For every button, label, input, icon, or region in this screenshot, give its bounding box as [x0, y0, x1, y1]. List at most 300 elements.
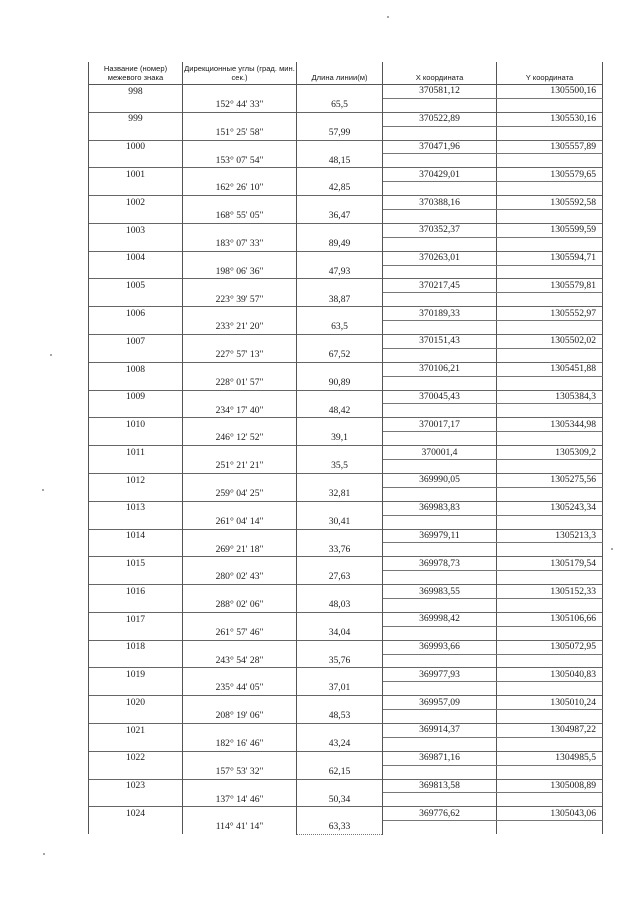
empty-cell — [383, 460, 497, 474]
empty-cell — [383, 710, 497, 724]
x-coordinate: 369983,83 — [383, 501, 497, 515]
empty-cell — [297, 168, 383, 182]
point-row — [89, 696, 603, 710]
line-length: 27,63 — [297, 571, 383, 585]
empty-cell — [89, 487, 183, 501]
direction-angle: 162° 26' 10" — [183, 182, 297, 196]
empty-cell — [383, 348, 497, 362]
direction-angle: 261° 04' 14" — [183, 515, 297, 529]
y-coordinate: 1305552,97 — [497, 307, 603, 321]
point-row — [89, 196, 603, 210]
empty-cell — [89, 376, 183, 390]
direction-angle: 243° 54' 28" — [183, 654, 297, 668]
empty-cell — [297, 779, 383, 793]
segment-row — [89, 98, 603, 112]
empty-cell — [183, 168, 297, 182]
line-length: 38,87 — [297, 293, 383, 307]
empty-cell — [183, 557, 297, 571]
empty-cell — [89, 571, 183, 585]
header-x-coordinate: X координата — [383, 62, 497, 85]
x-coordinate: 370189,33 — [383, 307, 497, 321]
x-coordinate: 369776,62 — [383, 807, 497, 821]
empty-cell — [383, 376, 497, 390]
direction-angle: 228° 01' 57" — [183, 376, 297, 390]
point-row — [89, 446, 603, 460]
line-length: 37,01 — [297, 682, 383, 696]
segment-row — [89, 182, 603, 196]
direction-angle: 153° 07' 54" — [183, 154, 297, 168]
empty-cell — [297, 140, 383, 154]
point-name: 1004 — [89, 251, 183, 265]
x-coordinate: 369914,37 — [383, 723, 497, 737]
empty-cell — [297, 446, 383, 460]
line-length: 63,33 — [297, 821, 383, 834]
direction-angle: 246° 12' 52" — [183, 432, 297, 446]
empty-cell — [89, 321, 183, 335]
empty-cell — [89, 737, 183, 751]
empty-cell — [297, 85, 383, 99]
empty-cell — [297, 612, 383, 626]
point-name: 1003 — [89, 223, 183, 237]
segment-row — [89, 265, 603, 279]
y-coordinate: 1304987,22 — [497, 723, 603, 737]
point-name: 1005 — [89, 279, 183, 293]
segment-row — [89, 710, 603, 724]
y-coordinate: 1305579,65 — [497, 168, 603, 182]
segment-row — [89, 404, 603, 418]
empty-cell — [183, 335, 297, 349]
y-coordinate: 1305344,98 — [497, 418, 603, 432]
empty-cell — [297, 335, 383, 349]
line-length: 48,15 — [297, 154, 383, 168]
line-length: 62,15 — [297, 765, 383, 779]
line-length: 39,1 — [297, 432, 383, 446]
empty-cell — [497, 265, 603, 279]
empty-cell — [383, 265, 497, 279]
y-coordinate: 1305213,3 — [497, 529, 603, 543]
segment-row — [89, 821, 603, 834]
x-coordinate: 369871,16 — [383, 751, 497, 765]
point-row — [89, 362, 603, 376]
empty-cell — [297, 251, 383, 265]
point-name: 1016 — [89, 585, 183, 599]
x-coordinate: 369993,66 — [383, 640, 497, 654]
x-coordinate: 370388,16 — [383, 196, 497, 210]
empty-cell — [183, 779, 297, 793]
empty-cell — [497, 487, 603, 501]
empty-cell — [497, 737, 603, 751]
empty-cell — [183, 473, 297, 487]
line-length: 65,5 — [297, 98, 383, 112]
empty-cell — [89, 182, 183, 196]
point-row — [89, 307, 603, 321]
empty-cell — [297, 585, 383, 599]
line-length: 48,42 — [297, 404, 383, 418]
empty-cell — [183, 418, 297, 432]
point-row — [89, 168, 603, 182]
empty-cell — [497, 376, 603, 390]
direction-angle: 259° 04' 25" — [183, 487, 297, 501]
y-coordinate: 1305594,71 — [497, 251, 603, 265]
line-length: 30,41 — [297, 515, 383, 529]
y-coordinate: 1305530,16 — [497, 112, 603, 126]
empty-cell — [89, 210, 183, 224]
empty-cell — [383, 126, 497, 140]
direction-angle: 157° 53' 32" — [183, 765, 297, 779]
direction-angle: 269° 21' 18" — [183, 543, 297, 557]
empty-cell — [89, 710, 183, 724]
empty-cell — [383, 543, 497, 557]
empty-cell — [297, 473, 383, 487]
line-length: 35,5 — [297, 460, 383, 474]
empty-cell — [383, 793, 497, 807]
direction-angle: 233° 21' 20" — [183, 321, 297, 335]
x-coordinate: 370522,89 — [383, 112, 497, 126]
empty-cell — [383, 98, 497, 112]
empty-cell — [383, 321, 497, 335]
empty-cell — [297, 751, 383, 765]
segment-row — [89, 154, 603, 168]
empty-cell — [89, 154, 183, 168]
x-coordinate: 369813,58 — [383, 779, 497, 793]
empty-cell — [497, 515, 603, 529]
x-coordinate: 369990,05 — [383, 473, 497, 487]
empty-cell — [297, 362, 383, 376]
point-row — [89, 223, 603, 237]
segment-row — [89, 571, 603, 585]
empty-cell — [497, 598, 603, 612]
direction-angle: 198° 06' 36" — [183, 265, 297, 279]
y-coordinate: 1305599,59 — [497, 223, 603, 237]
empty-cell — [183, 723, 297, 737]
empty-cell — [297, 418, 383, 432]
empty-cell — [183, 251, 297, 265]
header-line-length: Длина линии(м) — [297, 62, 383, 85]
segment-row — [89, 126, 603, 140]
point-row — [89, 779, 603, 793]
empty-cell — [89, 237, 183, 251]
empty-cell — [183, 668, 297, 682]
point-name: 1013 — [89, 501, 183, 515]
line-length: 42,85 — [297, 182, 383, 196]
empty-cell — [183, 529, 297, 543]
point-name: 1009 — [89, 390, 183, 404]
empty-cell — [89, 265, 183, 279]
empty-cell — [497, 432, 603, 446]
y-coordinate: 1304985,5 — [497, 751, 603, 765]
segment-row — [89, 321, 603, 335]
point-name: 1018 — [89, 640, 183, 654]
direction-angle: 223° 39' 57" — [183, 293, 297, 307]
point-row — [89, 557, 603, 571]
x-coordinate: 370217,45 — [383, 279, 497, 293]
x-coordinate: 369998,42 — [383, 612, 497, 626]
y-coordinate: 1305502,02 — [497, 335, 603, 349]
scan-speck — [50, 354, 52, 356]
empty-cell — [383, 515, 497, 529]
point-row — [89, 529, 603, 543]
empty-cell — [497, 793, 603, 807]
empty-cell — [383, 737, 497, 751]
x-coordinate: 370471,96 — [383, 140, 497, 154]
segment-row — [89, 376, 603, 390]
empty-cell — [297, 223, 383, 237]
y-coordinate: 1305579,81 — [497, 279, 603, 293]
segment-row — [89, 793, 603, 807]
point-name: 1010 — [89, 418, 183, 432]
point-row — [89, 85, 603, 99]
x-coordinate: 370106,21 — [383, 362, 497, 376]
y-coordinate: 1305179,54 — [497, 557, 603, 571]
empty-cell — [183, 640, 297, 654]
empty-cell — [297, 307, 383, 321]
empty-cell — [497, 543, 603, 557]
x-coordinate: 370352,37 — [383, 223, 497, 237]
segment-row — [89, 682, 603, 696]
direction-angle: 168° 55' 05" — [183, 210, 297, 224]
empty-cell — [297, 668, 383, 682]
empty-cell — [89, 765, 183, 779]
x-coordinate: 370017,17 — [383, 418, 497, 432]
table-header — [89, 62, 603, 85]
empty-cell — [183, 612, 297, 626]
direction-angle: 251° 21' 21" — [183, 460, 297, 474]
segment-row — [89, 210, 603, 224]
empty-cell — [89, 432, 183, 446]
y-coordinate: 1305043,06 — [497, 807, 603, 821]
empty-cell — [497, 682, 603, 696]
empty-cell — [89, 821, 183, 834]
empty-cell — [497, 626, 603, 640]
direction-angle: 280° 02' 43" — [183, 571, 297, 585]
point-name: 1020 — [89, 696, 183, 710]
header-direction-angle: Дирекционные углы (град. мин. сек.) — [183, 62, 297, 85]
empty-cell — [297, 196, 383, 210]
point-row — [89, 279, 603, 293]
y-coordinate: 1305592,58 — [497, 196, 603, 210]
point-name: 1023 — [89, 779, 183, 793]
empty-cell — [497, 710, 603, 724]
empty-cell — [497, 404, 603, 418]
line-length: 67,52 — [297, 348, 383, 362]
empty-cell — [183, 223, 297, 237]
empty-cell — [89, 793, 183, 807]
empty-cell — [89, 293, 183, 307]
empty-cell — [89, 404, 183, 418]
empty-cell — [297, 723, 383, 737]
direction-angle: 182° 16' 46" — [183, 737, 297, 751]
empty-cell — [383, 154, 497, 168]
y-coordinate: 1305275,56 — [497, 473, 603, 487]
scan-speck — [387, 16, 389, 18]
point-name: 1017 — [89, 612, 183, 626]
x-coordinate: 370151,43 — [383, 335, 497, 349]
point-row — [89, 585, 603, 599]
empty-cell — [497, 210, 603, 224]
y-coordinate: 1305010,24 — [497, 696, 603, 710]
point-row — [89, 501, 603, 515]
empty-cell — [497, 321, 603, 335]
segment-row — [89, 626, 603, 640]
boundary-coordinates-table — [88, 62, 603, 835]
empty-cell — [297, 807, 383, 821]
y-coordinate: 1305309,2 — [497, 446, 603, 460]
empty-cell — [89, 460, 183, 474]
point-name: 1007 — [89, 335, 183, 349]
empty-cell — [183, 279, 297, 293]
point-row — [89, 668, 603, 682]
empty-cell — [497, 571, 603, 585]
empty-cell — [89, 126, 183, 140]
empty-cell — [183, 585, 297, 599]
empty-cell — [183, 390, 297, 404]
empty-cell — [497, 237, 603, 251]
empty-cell — [297, 390, 383, 404]
direction-angle: 234° 17' 40" — [183, 404, 297, 418]
empty-cell — [89, 626, 183, 640]
direction-angle: 137° 14' 46" — [183, 793, 297, 807]
line-length: 63,5 — [297, 321, 383, 335]
empty-cell — [497, 126, 603, 140]
line-length: 48,53 — [297, 710, 383, 724]
segment-row — [89, 654, 603, 668]
point-row — [89, 112, 603, 126]
direction-angle: 183° 07' 33" — [183, 237, 297, 251]
line-length: 35,76 — [297, 654, 383, 668]
y-coordinate: 1305152,33 — [497, 585, 603, 599]
empty-cell — [497, 821, 603, 834]
empty-cell — [89, 98, 183, 112]
scan-speck — [611, 548, 613, 550]
empty-cell — [383, 404, 497, 418]
point-name: 1008 — [89, 362, 183, 376]
empty-cell — [89, 598, 183, 612]
empty-cell — [497, 348, 603, 362]
empty-cell — [183, 696, 297, 710]
point-name: 1006 — [89, 307, 183, 321]
empty-cell — [183, 751, 297, 765]
segment-row — [89, 293, 603, 307]
empty-cell — [383, 821, 497, 834]
y-coordinate: 1305451,88 — [497, 362, 603, 376]
segment-row — [89, 598, 603, 612]
line-length: 36,47 — [297, 210, 383, 224]
empty-cell — [183, 501, 297, 515]
point-row — [89, 640, 603, 654]
empty-cell — [383, 598, 497, 612]
line-length: 32,81 — [297, 487, 383, 501]
table-body — [89, 85, 603, 835]
empty-cell — [89, 543, 183, 557]
y-coordinate: 1305384,3 — [497, 390, 603, 404]
empty-cell — [183, 307, 297, 321]
empty-cell — [383, 182, 497, 196]
empty-cell — [497, 98, 603, 112]
empty-cell — [183, 362, 297, 376]
line-length: 89,49 — [297, 237, 383, 251]
point-row — [89, 418, 603, 432]
empty-cell — [383, 682, 497, 696]
point-name: 1015 — [89, 557, 183, 571]
point-name: 1021 — [89, 723, 183, 737]
x-coordinate: 369983,55 — [383, 585, 497, 599]
line-length: 34,04 — [297, 626, 383, 640]
empty-cell — [183, 112, 297, 126]
empty-cell — [297, 112, 383, 126]
empty-cell — [183, 446, 297, 460]
segment-row — [89, 543, 603, 557]
x-coordinate: 370429,01 — [383, 168, 497, 182]
point-name: 1001 — [89, 168, 183, 182]
direction-angle: 288° 02' 06" — [183, 598, 297, 612]
empty-cell — [383, 432, 497, 446]
empty-cell — [383, 210, 497, 224]
x-coordinate: 370263,01 — [383, 251, 497, 265]
empty-cell — [297, 696, 383, 710]
line-length: 43,24 — [297, 737, 383, 751]
empty-cell — [89, 515, 183, 529]
y-coordinate: 1305500,16 — [497, 85, 603, 99]
empty-cell — [383, 487, 497, 501]
empty-cell — [89, 682, 183, 696]
x-coordinate: 369978,73 — [383, 557, 497, 571]
header-point-name: Название (номер) межевого знака — [89, 62, 183, 85]
direction-angle: 227° 57' 13" — [183, 348, 297, 362]
point-row — [89, 473, 603, 487]
empty-cell — [89, 348, 183, 362]
y-coordinate: 1305008,89 — [497, 779, 603, 793]
segment-row — [89, 737, 603, 751]
point-name: 1011 — [89, 446, 183, 460]
x-coordinate: 370581,12 — [383, 85, 497, 99]
direction-angle: 152° 44' 33" — [183, 98, 297, 112]
scan-speck — [43, 853, 45, 855]
segment-row — [89, 460, 603, 474]
point-name: 998 — [89, 85, 183, 99]
empty-cell — [497, 765, 603, 779]
direction-angle: 151° 25' 58" — [183, 126, 297, 140]
line-length: 47,93 — [297, 265, 383, 279]
segment-row — [89, 348, 603, 362]
x-coordinate: 369979,11 — [383, 529, 497, 543]
y-coordinate: 1305040,83 — [497, 668, 603, 682]
point-row — [89, 612, 603, 626]
empty-cell — [383, 571, 497, 585]
segment-row — [89, 487, 603, 501]
point-row — [89, 251, 603, 265]
empty-cell — [383, 237, 497, 251]
point-name: 1024 — [89, 807, 183, 821]
empty-cell — [297, 529, 383, 543]
line-length: 33,76 — [297, 543, 383, 557]
empty-cell — [297, 557, 383, 571]
line-length: 57,99 — [297, 126, 383, 140]
x-coordinate: 370045,43 — [383, 390, 497, 404]
empty-cell — [383, 293, 497, 307]
line-length: 48,03 — [297, 598, 383, 612]
empty-cell — [297, 640, 383, 654]
empty-cell — [497, 654, 603, 668]
line-length: 90,89 — [297, 376, 383, 390]
empty-cell — [383, 626, 497, 640]
y-coordinate: 1305072,95 — [497, 640, 603, 654]
empty-cell — [183, 140, 297, 154]
point-row — [89, 723, 603, 737]
y-coordinate: 1305106,66 — [497, 612, 603, 626]
point-name: 1022 — [89, 751, 183, 765]
empty-cell — [183, 85, 297, 99]
line-length: 50,34 — [297, 793, 383, 807]
